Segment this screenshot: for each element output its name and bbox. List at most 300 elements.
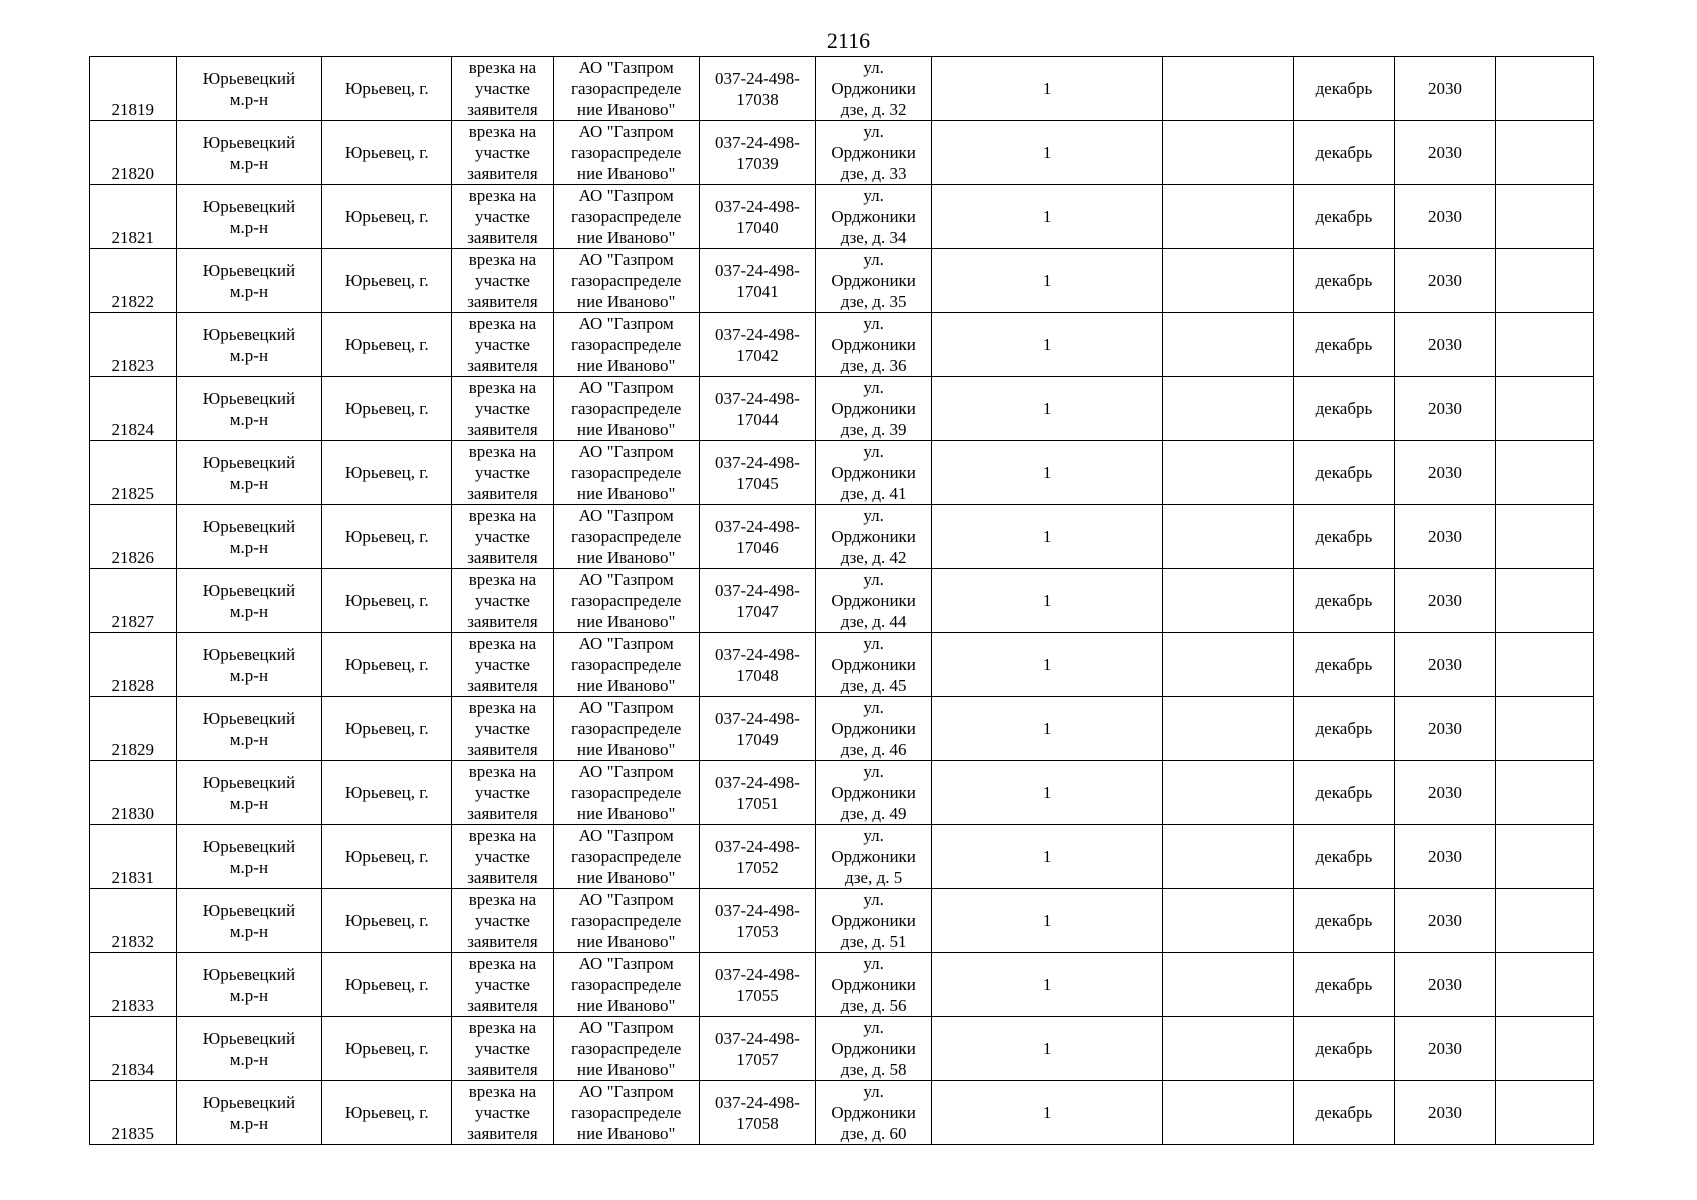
district-cell (176, 761, 322, 825)
connection-type-cell (452, 505, 554, 569)
month-text: декабрь (1315, 79, 1373, 98)
month-cell (1294, 377, 1395, 441)
year-text: 2030 (1428, 527, 1463, 546)
year-cell (1394, 953, 1496, 1017)
connection-type-text: врезка на (468, 314, 537, 333)
district-text: м.р-н (229, 1049, 269, 1069)
organization-cell (553, 185, 699, 249)
address-text: дзе, д. 45 (840, 676, 907, 695)
address-text: Орджоники (831, 527, 916, 546)
month-cell (1294, 825, 1395, 889)
empty-cell (1163, 697, 1294, 761)
district-cell (176, 505, 322, 569)
connection-type-cell (452, 377, 554, 441)
organization-text: газораспределе (570, 399, 682, 418)
connection-type-cell (452, 441, 554, 505)
district-text: м.р-н (229, 921, 269, 941)
code-cell (699, 633, 816, 697)
connection-type-text: заявителя (467, 548, 538, 567)
address-cell (816, 697, 932, 761)
year-text: 2030 (1428, 79, 1463, 98)
code-cell (699, 697, 816, 761)
year-text: 2030 (1428, 719, 1463, 738)
address-text: ул. (863, 634, 884, 653)
code-text: 17046 (736, 537, 779, 557)
year-cell (1394, 825, 1496, 889)
district-text: м.р-н (229, 857, 269, 877)
year-text: 2030 (1428, 143, 1463, 162)
organization-text: газораспределе (570, 911, 682, 930)
organization-text: АО "Газпром (578, 698, 674, 717)
month-cell (1294, 697, 1395, 761)
city-text: Юрьевец, г. (344, 1103, 429, 1122)
code-text: 17051 (736, 793, 779, 813)
quantity-cell (931, 633, 1162, 697)
address-text: ул. (863, 826, 884, 845)
empty-cell (1163, 889, 1294, 953)
connection-type-text: врезка на (468, 58, 537, 77)
city-text: Юрьевец, г. (344, 719, 429, 738)
address-cell (816, 185, 932, 249)
district-text: Юрьевецкий (202, 708, 296, 728)
address-cell (816, 953, 932, 1017)
organization-text: АО "Газпром (578, 570, 674, 589)
city-cell (322, 761, 452, 825)
city-cell (322, 505, 452, 569)
empty-cell (1163, 505, 1294, 569)
address-text: дзе, д. 5 (844, 868, 903, 887)
connection-type-cell (452, 761, 554, 825)
row-number-cell (90, 505, 177, 569)
district-text: м.р-н (229, 537, 269, 557)
district-text: м.р-н (229, 665, 269, 685)
organization-text: ние Иваново" (576, 740, 676, 759)
city-text: Юрьевец, г. (344, 79, 429, 98)
empty-cell (1163, 313, 1294, 377)
row-number-cell (90, 697, 177, 761)
connection-type-text: участке (474, 399, 530, 418)
year-cell (1394, 697, 1496, 761)
city-text: Юрьевец, г. (344, 207, 429, 226)
empty-cell (1496, 825, 1594, 889)
code-text: 037-24-498- (714, 132, 800, 152)
connection-type-text: участке (474, 783, 530, 802)
district-text: м.р-н (229, 1113, 269, 1133)
city-cell (322, 825, 452, 889)
organization-cell (553, 633, 699, 697)
district-text: м.р-н (229, 793, 269, 813)
row-number-cell (90, 953, 177, 1017)
row-number: 21828 (111, 676, 154, 695)
row-number: 21830 (111, 804, 154, 823)
code-cell (699, 249, 816, 313)
table-row (90, 313, 1594, 377)
connection-type-text: заявителя (467, 164, 538, 183)
connection-type-text: участке (474, 911, 530, 930)
district-cell (176, 249, 322, 313)
quantity-cell (931, 761, 1162, 825)
organization-cell (553, 377, 699, 441)
code-cell (699, 1017, 816, 1081)
connection-type-cell (452, 1081, 554, 1145)
month-text: декабрь (1315, 335, 1373, 354)
connection-type-cell (452, 313, 554, 377)
district-cell (176, 569, 322, 633)
organization-text: АО "Газпром (578, 1018, 674, 1037)
city-text: Юрьевец, г. (344, 1039, 429, 1058)
code-cell (699, 761, 816, 825)
city-cell (322, 121, 452, 185)
empty-cell (1163, 377, 1294, 441)
quantity-cell (931, 377, 1162, 441)
code-text: 037-24-498- (714, 580, 800, 600)
connection-type-text: участке (474, 463, 530, 482)
code-text: 17052 (736, 857, 779, 877)
address-text: Орджоники (831, 591, 916, 610)
address-text: ул. (863, 762, 884, 781)
code-text: 17053 (736, 921, 779, 941)
table-row (90, 249, 1594, 313)
code-cell (699, 441, 816, 505)
code-text: 037-24-498- (714, 900, 800, 920)
district-cell (176, 633, 322, 697)
connection-type-text: участке (474, 207, 530, 226)
district-text: Юрьевецкий (202, 452, 296, 472)
city-text: Юрьевец, г. (344, 463, 429, 482)
month-cell (1294, 57, 1395, 121)
connection-type-cell (452, 249, 554, 313)
quantity-text: 1 (1042, 335, 1052, 354)
table-row (90, 761, 1594, 825)
table-row (90, 953, 1594, 1017)
year-cell (1394, 249, 1496, 313)
district-cell (176, 825, 322, 889)
month-text: декабрь (1315, 719, 1373, 738)
address-text: Орджоники (831, 143, 916, 162)
district-text: м.р-н (229, 217, 269, 237)
address-text: Орджоники (831, 463, 916, 482)
table-row (90, 889, 1594, 953)
address-cell (816, 633, 932, 697)
address-cell (816, 1081, 932, 1145)
address-cell (816, 313, 932, 377)
month-text: декабрь (1315, 975, 1373, 994)
month-cell (1294, 633, 1395, 697)
quantity-cell (931, 441, 1162, 505)
empty-cell (1163, 761, 1294, 825)
connection-type-text: врезка на (468, 890, 537, 909)
code-text: 037-24-498- (714, 388, 800, 408)
table-row (90, 1081, 1594, 1145)
year-text: 2030 (1428, 911, 1463, 930)
district-text: Юрьевецкий (202, 388, 296, 408)
organization-cell (553, 697, 699, 761)
district-cell (176, 1017, 322, 1081)
table-row (90, 505, 1594, 569)
code-cell (699, 121, 816, 185)
city-text: Юрьевец, г. (344, 975, 429, 994)
district-text: Юрьевецкий (202, 132, 296, 152)
district-text: Юрьевецкий (202, 900, 296, 920)
row-number: 21821 (111, 228, 154, 247)
address-text: дзе, д. 58 (840, 1060, 907, 1079)
quantity-cell (931, 185, 1162, 249)
address-text: дзе, д. 33 (840, 164, 907, 183)
empty-cell (1496, 249, 1594, 313)
row-number-cell (90, 57, 177, 121)
organization-text: АО "Газпром (578, 250, 674, 269)
year-text: 2030 (1428, 591, 1463, 610)
address-text: дзе, д. 49 (840, 804, 907, 823)
connection-type-cell (452, 633, 554, 697)
city-cell (322, 441, 452, 505)
table-row (90, 633, 1594, 697)
connection-type-text: врезка на (468, 954, 537, 973)
quantity-text: 1 (1042, 143, 1052, 162)
organization-text: АО "Газпром (578, 954, 674, 973)
quantity-text: 1 (1042, 527, 1052, 546)
organization-text: ние Иваново" (576, 676, 676, 695)
row-number: 21831 (111, 868, 154, 887)
connection-type-text: заявителя (467, 484, 538, 503)
row-number-cell (90, 825, 177, 889)
code-text: 037-24-498- (714, 196, 800, 216)
address-text: ул. (863, 890, 884, 909)
year-text: 2030 (1428, 783, 1463, 802)
organization-text: газораспределе (570, 271, 682, 290)
address-cell (816, 377, 932, 441)
row-number-cell (90, 377, 177, 441)
address-cell (816, 249, 932, 313)
organization-cell (553, 121, 699, 185)
code-text: 037-24-498- (714, 1092, 800, 1112)
quantity-text: 1 (1042, 207, 1052, 226)
connection-type-text: участке (474, 847, 530, 866)
address-text: Орджоники (831, 655, 916, 674)
connection-type-cell (452, 953, 554, 1017)
connection-type-text: заявителя (467, 292, 538, 311)
month-cell (1294, 505, 1395, 569)
address-text: дзе, д. 32 (840, 100, 907, 119)
address-cell (816, 121, 932, 185)
city-text: Юрьевец, г. (344, 335, 429, 354)
year-cell (1394, 1017, 1496, 1081)
year-cell (1394, 121, 1496, 185)
code-text: 17041 (736, 281, 779, 301)
organization-text: газораспределе (570, 1103, 682, 1122)
address-text: Орджоники (831, 1039, 916, 1058)
row-number-cell (90, 761, 177, 825)
code-cell (699, 1081, 816, 1145)
table-row (90, 121, 1594, 185)
row-number: 21826 (111, 548, 154, 567)
table-row (90, 825, 1594, 889)
organization-cell (553, 1017, 699, 1081)
address-text: дзе, д. 44 (840, 612, 907, 631)
empty-cell (1163, 1081, 1294, 1145)
month-text: декабрь (1315, 143, 1373, 162)
district-cell (176, 121, 322, 185)
connection-type-cell (452, 121, 554, 185)
empty-cell (1496, 441, 1594, 505)
month-text: декабрь (1315, 783, 1373, 802)
row-number: 21835 (111, 1124, 154, 1143)
organization-text: газораспределе (570, 1039, 682, 1058)
organization-text: ние Иваново" (576, 996, 676, 1015)
code-cell (699, 505, 816, 569)
organization-text: газораспределе (570, 783, 682, 802)
row-number-cell (90, 889, 177, 953)
empty-cell (1496, 569, 1594, 633)
connection-type-text: участке (474, 143, 530, 162)
city-text: Юрьевец, г. (344, 911, 429, 930)
quantity-text: 1 (1042, 655, 1052, 674)
year-cell (1394, 761, 1496, 825)
code-cell (699, 953, 816, 1017)
month-text: декабрь (1315, 655, 1373, 674)
address-cell (816, 441, 932, 505)
district-text: м.р-н (229, 729, 269, 749)
connection-type-text: заявителя (467, 1124, 538, 1143)
address-text: Орджоники (831, 335, 916, 354)
quantity-text: 1 (1042, 847, 1052, 866)
organization-cell (553, 825, 699, 889)
table-row (90, 377, 1594, 441)
year-text: 2030 (1428, 1103, 1463, 1122)
month-text: декабрь (1315, 527, 1373, 546)
city-cell (322, 185, 452, 249)
organization-text: АО "Газпром (578, 186, 674, 205)
organization-text: ние Иваново" (576, 164, 676, 183)
address-text: дзе, д. 56 (840, 996, 907, 1015)
month-cell (1294, 761, 1395, 825)
connection-type-text: участке (474, 335, 530, 354)
table-row (90, 697, 1594, 761)
address-text: ул. (863, 250, 884, 269)
address-cell (816, 505, 932, 569)
city-text: Юрьевец, г. (344, 655, 429, 674)
code-text: 17047 (736, 601, 779, 621)
organization-cell (553, 1081, 699, 1145)
month-cell (1294, 121, 1395, 185)
address-text: Орджоники (831, 271, 916, 290)
year-cell (1394, 889, 1496, 953)
code-cell (699, 889, 816, 953)
address-text: ул. (863, 378, 884, 397)
quantity-cell (931, 57, 1162, 121)
connection-type-cell (452, 1017, 554, 1081)
connection-type-text: заявителя (467, 420, 538, 439)
code-text: 17038 (736, 89, 779, 109)
quantity-cell (931, 569, 1162, 633)
address-text: Орджоники (831, 207, 916, 226)
row-number: 21833 (111, 996, 154, 1015)
empty-cell (1496, 185, 1594, 249)
empty-cell (1496, 377, 1594, 441)
organization-text: ние Иваново" (576, 100, 676, 119)
city-cell (322, 697, 452, 761)
empty-cell (1496, 889, 1594, 953)
connection-type-text: заявителя (467, 356, 538, 375)
connection-type-text: заявителя (467, 612, 538, 631)
connection-type-text: участке (474, 975, 530, 994)
code-cell (699, 313, 816, 377)
month-text: декабрь (1315, 911, 1373, 930)
quantity-text: 1 (1042, 1039, 1052, 1058)
district-text: м.р-н (229, 409, 269, 429)
code-text: 037-24-498- (714, 516, 800, 536)
connection-type-text: заявителя (467, 1060, 538, 1079)
connection-type-text: врезка на (468, 250, 537, 269)
quantity-text: 1 (1042, 1103, 1052, 1122)
year-cell (1394, 313, 1496, 377)
district-text: Юрьевецкий (202, 196, 296, 216)
organization-text: газораспределе (570, 591, 682, 610)
empty-cell (1163, 569, 1294, 633)
address-text: Орджоники (831, 783, 916, 802)
code-cell (699, 377, 816, 441)
connection-type-text: врезка на (468, 442, 537, 461)
organization-text: газораспределе (570, 463, 682, 482)
year-cell (1394, 1081, 1496, 1145)
address-text: дзе, д. 39 (840, 420, 907, 439)
district-cell (176, 889, 322, 953)
row-number: 21820 (111, 164, 154, 183)
address-text: дзе, д. 51 (840, 932, 907, 951)
empty-cell (1496, 505, 1594, 569)
row-number: 21829 (111, 740, 154, 759)
connection-type-text: врезка на (468, 762, 537, 781)
organization-text: АО "Газпром (578, 314, 674, 333)
connection-type-text: врезка на (468, 698, 537, 717)
empty-cell (1496, 1017, 1594, 1081)
row-number: 21827 (111, 612, 154, 631)
month-text: декабрь (1315, 271, 1373, 290)
quantity-cell (931, 505, 1162, 569)
month-cell (1294, 185, 1395, 249)
month-text: декабрь (1315, 591, 1373, 610)
quantity-text: 1 (1042, 783, 1052, 802)
code-text: 037-24-498- (714, 964, 800, 984)
row-number-cell (90, 121, 177, 185)
empty-cell (1163, 825, 1294, 889)
city-cell (322, 569, 452, 633)
quantity-cell (931, 889, 1162, 953)
code-text: 037-24-498- (714, 708, 800, 728)
connection-type-text: врезка на (468, 634, 537, 653)
district-cell (176, 377, 322, 441)
address-text: дзе, д. 41 (840, 484, 907, 503)
organization-text: ние Иваново" (576, 612, 676, 631)
connection-type-text: врезка на (468, 378, 537, 397)
code-text: 17045 (736, 473, 779, 493)
district-cell (176, 185, 322, 249)
organization-cell (553, 249, 699, 313)
month-cell (1294, 313, 1395, 377)
organization-text: АО "Газпром (578, 762, 674, 781)
address-cell (816, 825, 932, 889)
organization-text: ние Иваново" (576, 548, 676, 567)
organization-text: АО "Газпром (578, 506, 674, 525)
organization-cell (553, 441, 699, 505)
row-number-cell (90, 441, 177, 505)
organization-text: АО "Газпром (578, 890, 674, 909)
code-text: 17042 (736, 345, 779, 365)
organization-text: ние Иваново" (576, 932, 676, 951)
row-number: 21832 (111, 932, 154, 951)
address-text: ул. (863, 122, 884, 141)
connection-type-text: участке (474, 1103, 530, 1122)
